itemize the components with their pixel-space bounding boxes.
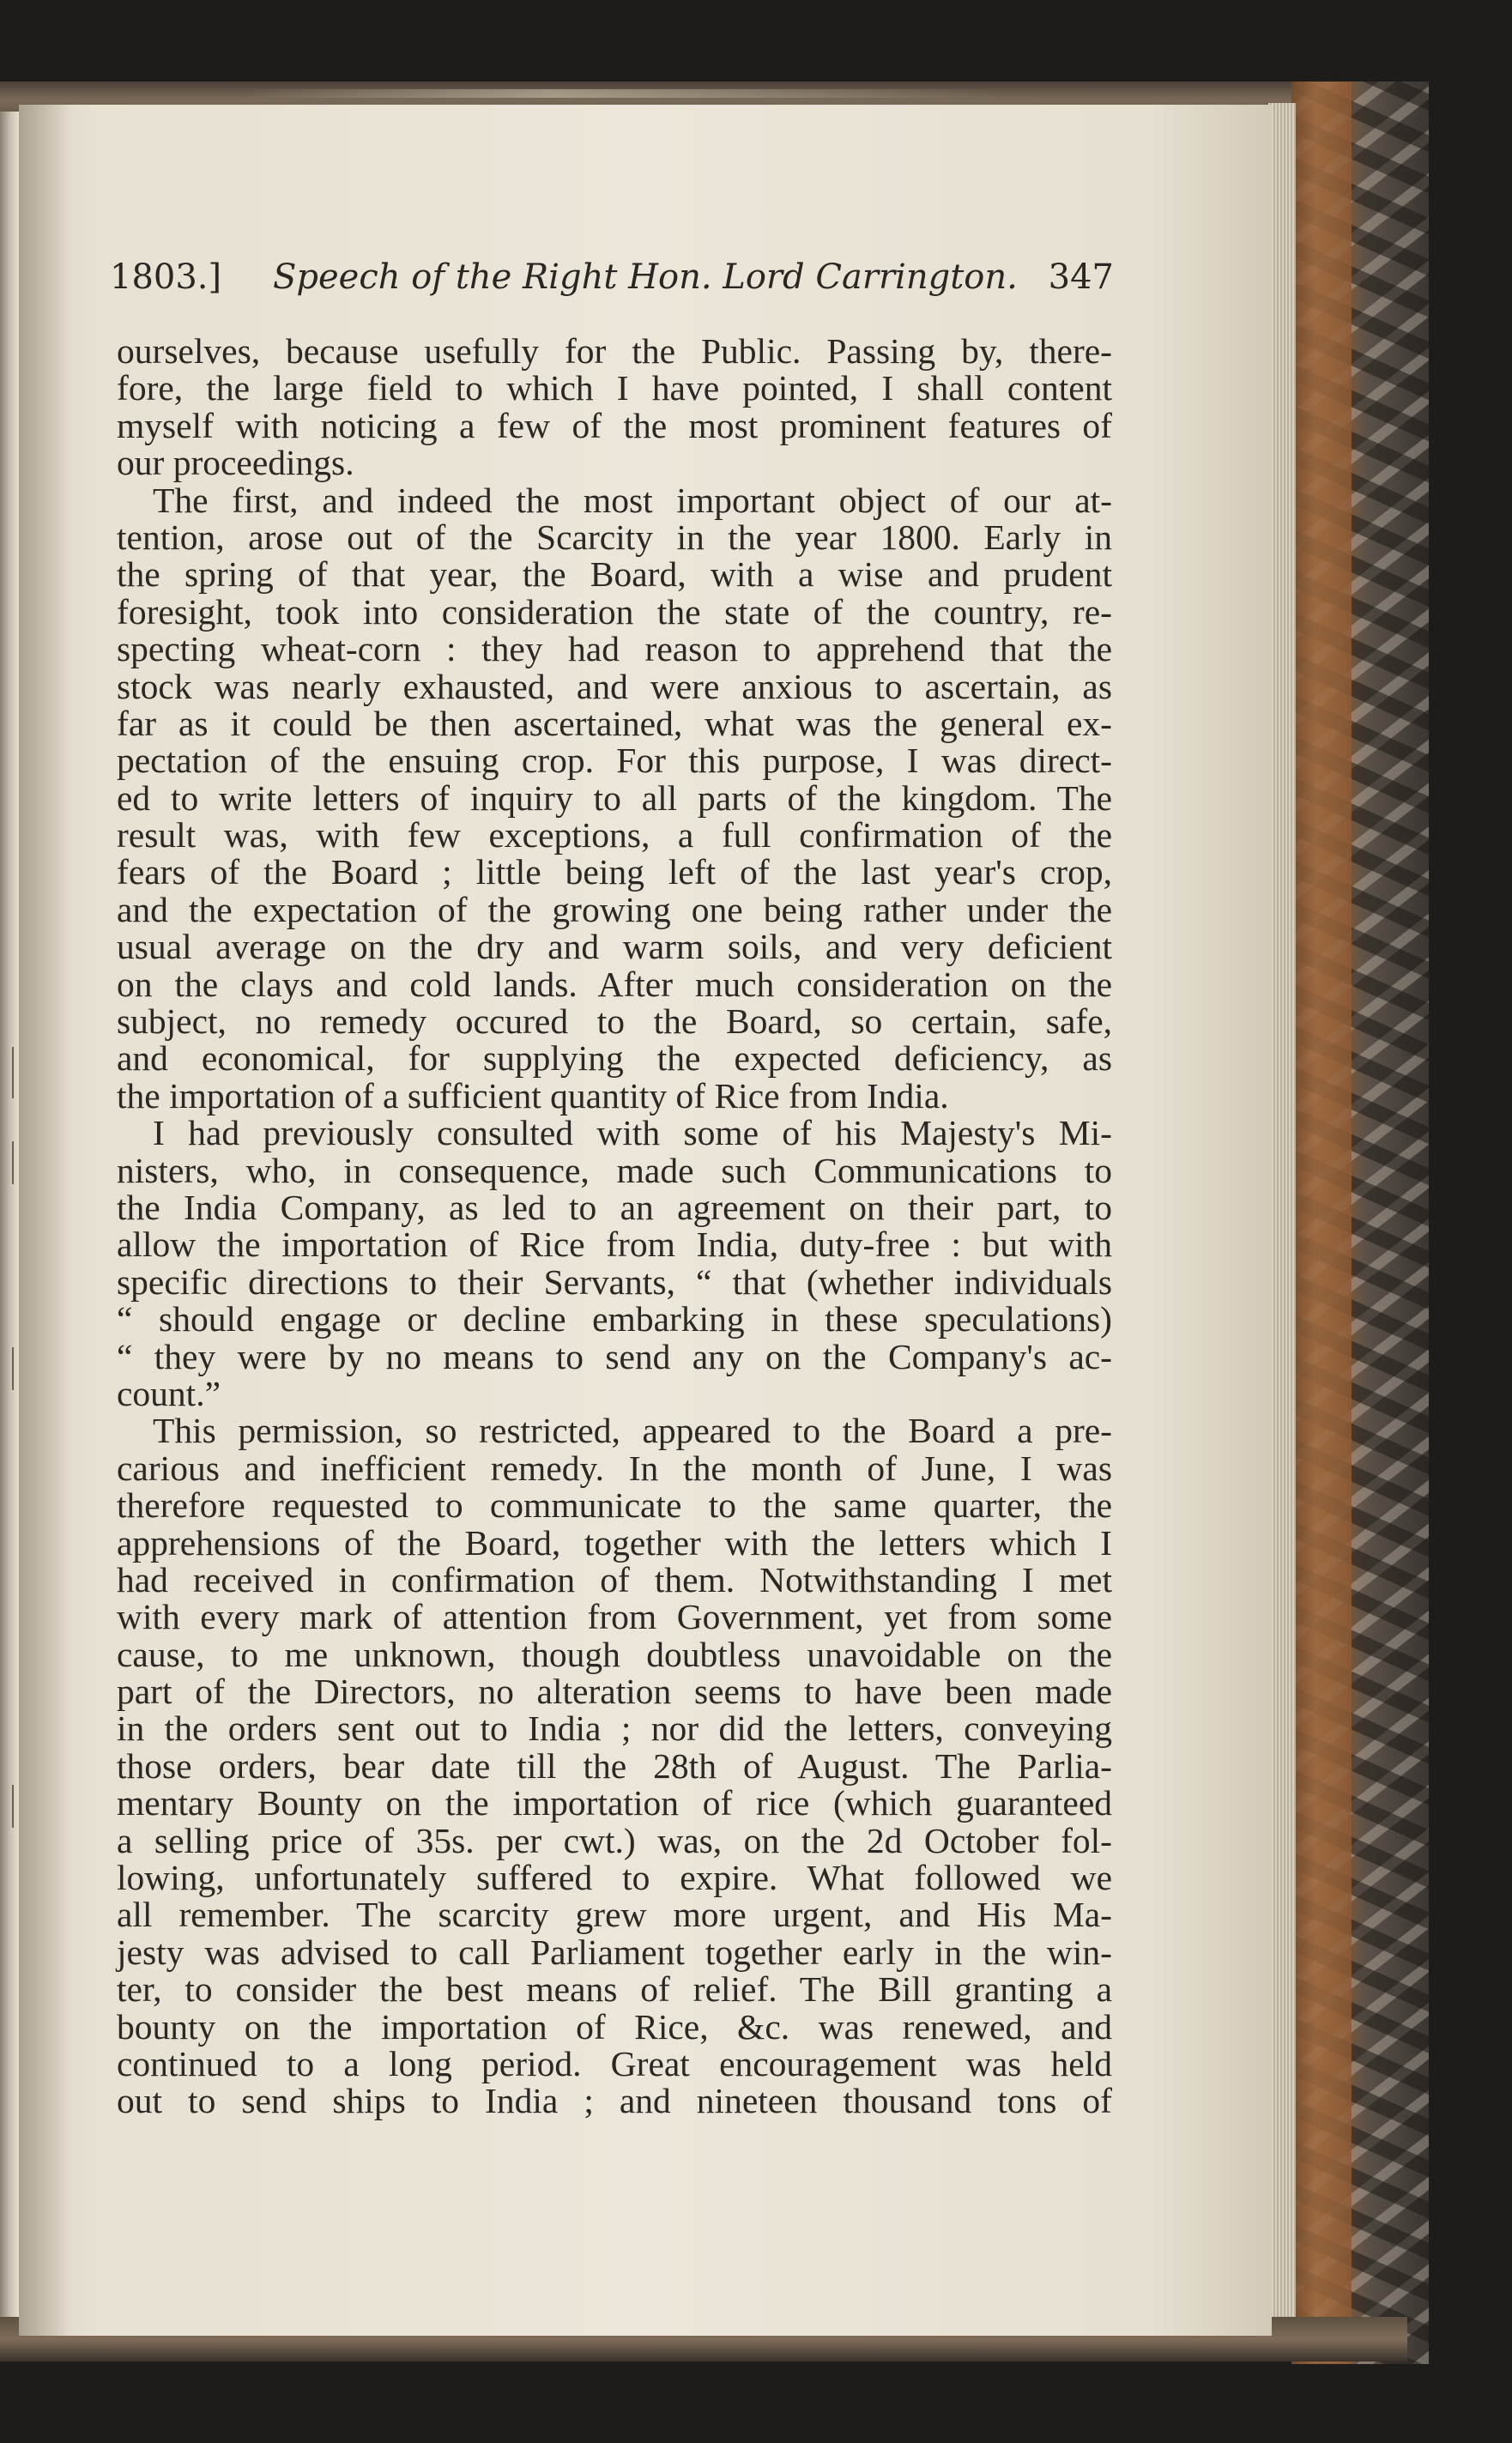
text-line: tention, arose out of the Scarcity in the year 1800. Early in [117, 517, 1112, 557]
gutter-shadow [19, 105, 70, 2336]
text-line: jesty was advised to call Parliament together early in the win- [117, 1932, 1112, 1972]
text-line: subject, no remedy occured to the Board, so certain, safe, [117, 1001, 1112, 1042]
text-line: far as it could be then ascertained, what was the general ex- [117, 703, 1112, 743]
page-fore-edge [1268, 103, 1296, 2343]
text-line: out to send ships to India ; and nineteen thousand tons of [117, 2081, 1112, 2121]
text-line: ed to write letters of inquiry to all parts of the kingdom. The [117, 777, 1112, 818]
left-margin-mark [12, 1347, 14, 1390]
left-margin-mark [12, 1047, 14, 1098]
text-line: foresight, took into consideration the state of the country, re- [117, 591, 1112, 632]
text-line: “ they were by no means to send any on the Company's ac- [117, 1336, 1112, 1376]
left-margin-mark [12, 1141, 14, 1184]
running-header [110, 257, 1114, 309]
text-line: carious and inefficient remedy. In the month of June, I was [117, 1448, 1112, 1488]
text-line: usual average on the dry and warm soils, and very deficient [117, 927, 1112, 967]
text-line: in the orders sent out to India ; nor did the letters, conveying [117, 1708, 1112, 1749]
text-line: result was, with few exceptions, a full confirmation of the [117, 815, 1112, 856]
text-line: count.” [117, 1373, 221, 1413]
left-page-edge [0, 112, 19, 2360]
text-line: mentary Bounty on the importation of rice (which guaranteed [117, 1783, 1112, 1823]
text-line: had received in confirmation of them. Notwithstanding I met [117, 1559, 1112, 1599]
text-line: the India Company, as led to an agreement on their part, to [117, 1187, 1112, 1227]
text-line: myself with noticing a few of the most prominent features of [117, 405, 1112, 445]
text-line: specific directions to their Servants, “ that (whether individuals [117, 1261, 1112, 1302]
text-line: those orders, bear date till the 28th of August. The Parlia- [117, 1745, 1112, 1786]
text-line: I had previously consulted with some of his Majesty's Mi- [153, 1113, 1112, 1153]
text-line: nisters, who, in consequence, made such Communications to [117, 1150, 1112, 1190]
left-margin-mark [12, 1785, 14, 1828]
text-line: cause, to me unknown, though doubtless unavoidable on the [117, 1634, 1112, 1674]
header-year: 1803.] [110, 257, 222, 297]
page-body-text [117, 333, 1112, 2120]
text-line: our proceedings. [117, 443, 354, 483]
text-line: ter, to consider the best means of relief. The Bill granting a [117, 1969, 1112, 2010]
text-line: apprehensions of the Board, together with the letters which I [117, 1522, 1112, 1563]
text-line: continued to a long period. Great encouragement was held [117, 2043, 1112, 2083]
text-line: fore, the large field to which I have pointed, I shall content [117, 368, 1112, 408]
text-line: This permission, so restricted, appeared to the Board a pre- [153, 1411, 1112, 1451]
page-number: 347 [1048, 257, 1114, 297]
text-line: and economical, for supplying the expected deficiency, as [117, 1038, 1112, 1079]
text-line: stock was nearly exhausted, and were anxious to ascertain, as [117, 666, 1112, 706]
leather-cover-edge [1291, 82, 1352, 2364]
text-line: allow the importation of Rice from India, duty-free : but with [117, 1225, 1112, 1265]
text-line: The first, and indeed the most important object of our at- [153, 480, 1112, 520]
text-line: lowing, unfortunately suffered to expire. What followed we [117, 1858, 1112, 1898]
text-line: pectation of the ensuing crop. For this purpose, I was direct- [117, 741, 1112, 781]
text-line: bounty on the importation of Rice, &c. was renewed, and [117, 2006, 1112, 2047]
text-line: all remember. The scarcity grew more urgent, and His Ma- [117, 1895, 1112, 1935]
text-line: ourselves, because usefully for the Public. Passing by, there- [117, 331, 1112, 371]
top-edge-highlight [240, 89, 1013, 98]
text-line: on the clays and cold lands. After much consideration on the [117, 964, 1112, 1004]
text-line: the spring of that year, the Board, with a wise and prudent [117, 554, 1112, 595]
text-line: with every mark of attention from Government, yet from some [117, 1597, 1112, 1637]
text-line: the importation of a sufficient quantity of Rice from India. [117, 1075, 949, 1116]
text-line: specting wheat-corn : they had reason to apprehend that the [117, 629, 1112, 669]
text-line: part of the Directors, no alteration seems to have been made [117, 1672, 1112, 1712]
text-line: and the expectation of the growing one being rather under the [117, 889, 1112, 929]
text-line: fears of the Board ; little being left of the last year's crop, [117, 852, 1112, 892]
text-line: “ should engage or decline embarking in these speculations) [117, 1299, 1112, 1339]
header-title: Speech of the Right Hon. Lord Carrington. [273, 257, 1018, 297]
text-line: a selling price of 35s. per cwt.) was, on the 2d October fol- [117, 1820, 1112, 1860]
text-line: therefore requested to communicate to the same quarter, the [117, 1485, 1112, 1526]
